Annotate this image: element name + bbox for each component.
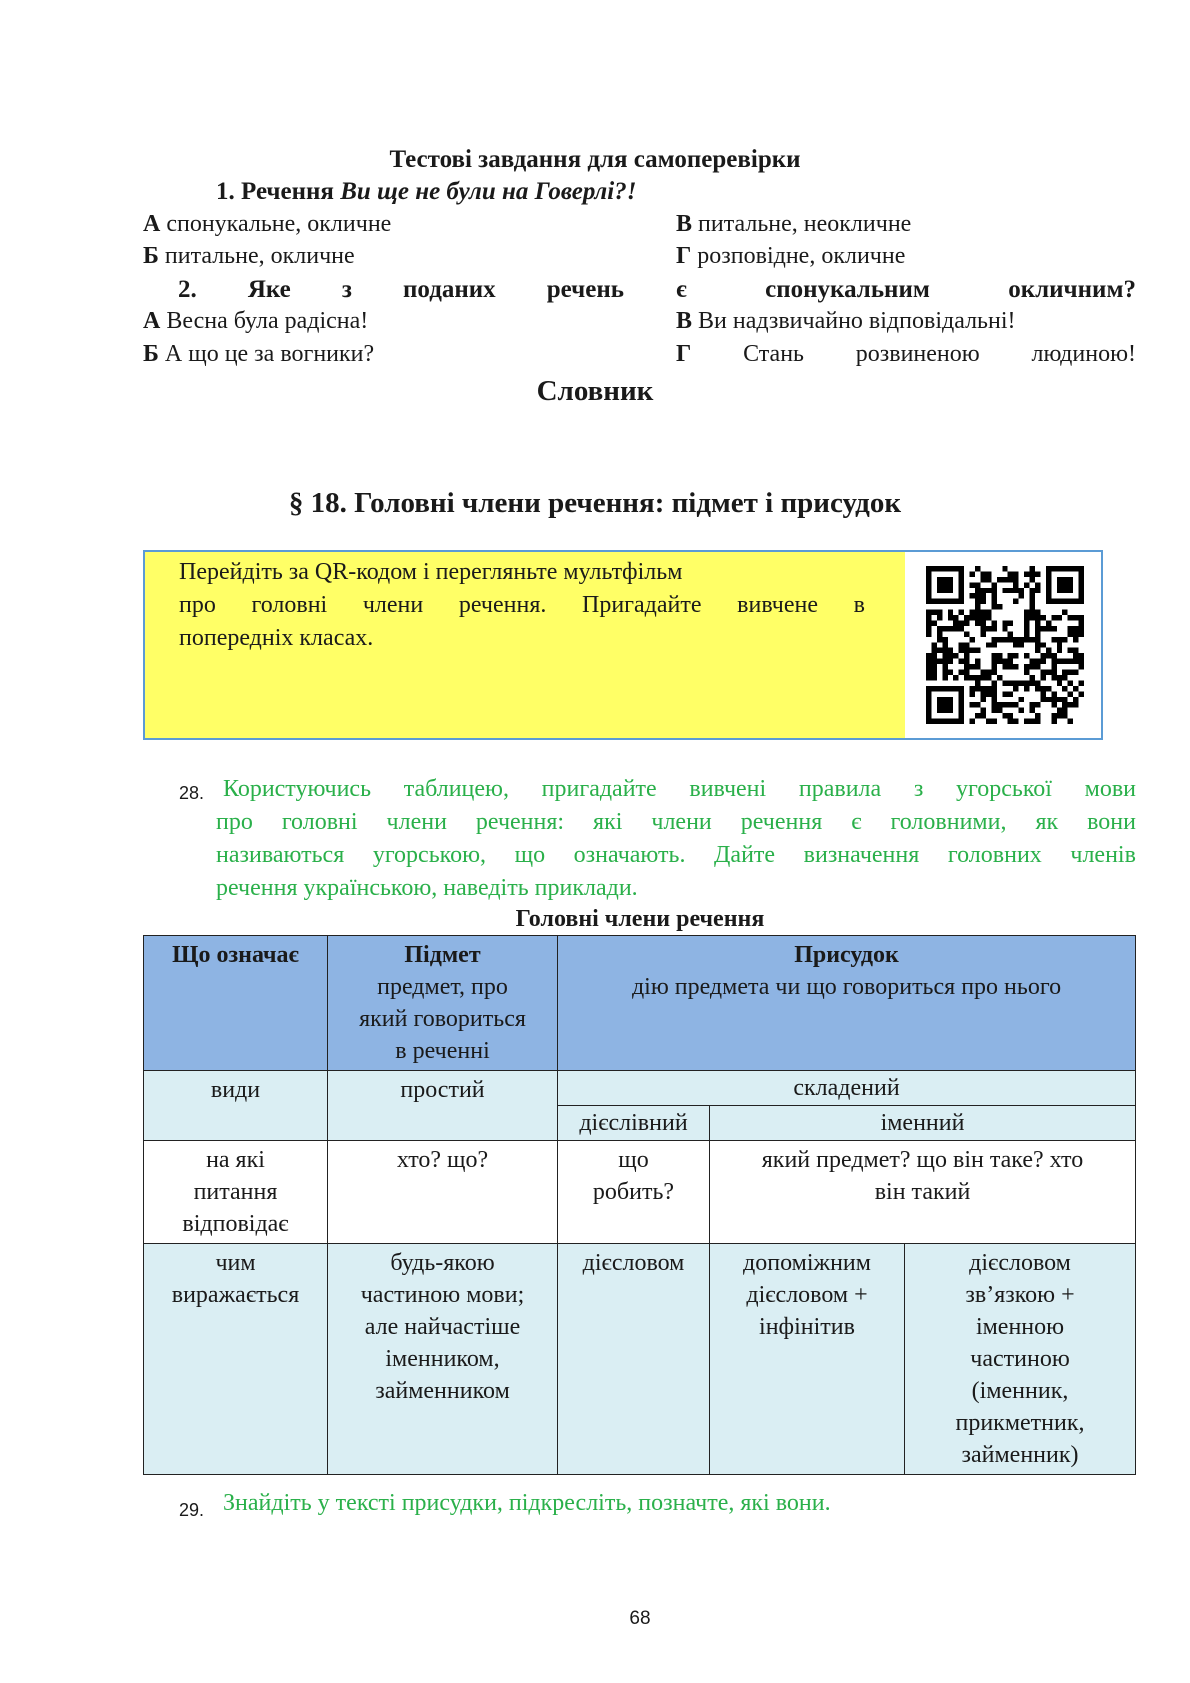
- option-text: розповідне, окличне: [691, 243, 906, 269]
- qr-code-icon[interactable]: [926, 566, 1084, 724]
- questions-nominal: [710, 1141, 1136, 1244]
- option-letter: Б: [143, 341, 159, 367]
- word: Користуючись: [223, 776, 372, 802]
- qr-box-line: [179, 589, 865, 622]
- word: головних: [947, 842, 1042, 868]
- task-28-line: речення українською, наведіть приклади.: [216, 875, 638, 901]
- word: називаються: [216, 842, 345, 868]
- questions-subject: хто? що?: [328, 1141, 558, 1244]
- option-text: питальне, неокличне: [692, 211, 912, 237]
- questions-label: [144, 1141, 328, 1244]
- word: членів: [1070, 842, 1136, 868]
- header-cell-predicate: [558, 936, 1136, 1071]
- cell-line: зв’язкою +: [965, 1282, 1075, 1308]
- word: Стань: [743, 341, 804, 367]
- cell-line: іменною: [975, 1314, 1065, 1340]
- word: Дайте: [714, 842, 776, 868]
- option-letter: В: [676, 308, 693, 334]
- q2-option-a: [143, 308, 368, 335]
- sentence-members-table: [143, 935, 1136, 1475]
- word: вони: [1087, 809, 1136, 835]
- task-29-text: Знайдіть у тексті присудки, підкресліть, позначте, які вони.: [223, 1490, 831, 1516]
- word: головні: [281, 809, 358, 835]
- option-letter: Б: [143, 243, 159, 269]
- q1-option-a: [143, 211, 391, 238]
- word: які: [593, 809, 623, 835]
- types-label: види: [144, 1071, 328, 1141]
- table-header-row: [144, 936, 1136, 1071]
- cell-line: займенник): [961, 1442, 1079, 1468]
- q2-option-b: [143, 341, 374, 368]
- questions-verbal: [558, 1141, 710, 1244]
- word: угорською,: [372, 842, 487, 868]
- option-letter: Г: [676, 341, 692, 367]
- word: члени: [386, 809, 447, 835]
- word: речення:: [475, 809, 565, 835]
- question-1-prefix: 1. Речення: [216, 178, 341, 205]
- subject-desc-line: в реченні: [395, 1038, 490, 1064]
- expressed-verbal-simple: дієсловом: [558, 1244, 710, 1475]
- cell-line: питання: [193, 1179, 278, 1205]
- predicate-desc: дію предмета чи що говориться про нього: [631, 974, 1062, 1000]
- option-text: Весна була радісна!: [160, 308, 369, 334]
- word: Пригадайте: [582, 592, 702, 618]
- question-2-right: [676, 276, 1136, 304]
- table-row-expressed: [144, 1244, 1136, 1475]
- word: мови: [1084, 776, 1136, 802]
- expressed-verbal-compound: [710, 1244, 905, 1475]
- task-29-number: 29.: [179, 1500, 205, 1520]
- subject-title: Підмет: [404, 942, 481, 968]
- option-letter: А: [143, 308, 161, 334]
- word: члени: [362, 592, 424, 618]
- cell-line: він такий: [874, 1179, 971, 1205]
- qr-box-line: Перейдіть за QR-кодом і перегляньте мультфільм: [179, 559, 683, 585]
- cell-line: займенником: [375, 1378, 510, 1404]
- cell-line: будь-якою: [390, 1250, 495, 1276]
- expressed-label: [144, 1244, 328, 1475]
- expressed-nominal: [905, 1244, 1136, 1475]
- table-title: Головні члени речення: [515, 906, 765, 932]
- task-28-line: [216, 839, 1136, 872]
- types-compound: складений: [558, 1071, 1136, 1106]
- cell-line: іменником,: [385, 1346, 500, 1372]
- word: вивчені: [689, 776, 767, 802]
- page-number: 68: [629, 1608, 651, 1629]
- option-text: А що це за вогники?: [158, 341, 375, 367]
- question-1: [216, 178, 636, 206]
- word: речення: [740, 809, 823, 835]
- cell-line: дієсловом +: [746, 1282, 868, 1308]
- types-nominal: іменний: [710, 1106, 1136, 1141]
- word: 2.: [178, 276, 197, 303]
- types-simple: простий: [328, 1071, 558, 1141]
- option-text: питальне, окличне: [158, 243, 355, 269]
- question-2-left: [178, 276, 624, 304]
- cell-line: на які: [206, 1147, 265, 1173]
- cell-line: чим: [215, 1250, 256, 1276]
- word: правила: [798, 776, 882, 802]
- cell-line: прикметник,: [955, 1410, 1085, 1436]
- cell-line: відповідає: [182, 1211, 289, 1237]
- word: таблицею,: [403, 776, 509, 802]
- word: означають.: [573, 842, 686, 868]
- word: є: [676, 276, 687, 303]
- word: людиною!: [1031, 341, 1136, 367]
- predicate-title: Присудок: [794, 942, 899, 968]
- cell-line: частиною мови;: [360, 1282, 525, 1308]
- word: головні: [251, 592, 328, 618]
- qr-box-text: [179, 556, 865, 655]
- word: з: [913, 776, 924, 802]
- task-28-number: 28.: [179, 783, 205, 803]
- word: що: [514, 842, 546, 868]
- word: речення.: [458, 592, 547, 618]
- cell-line: робить?: [592, 1179, 675, 1205]
- dictionary-title: Словник: [536, 375, 654, 407]
- section-title: § 18. Головні члени речення: підмет і присудок: [288, 487, 902, 519]
- word: Яке: [247, 276, 291, 303]
- word: угорської: [956, 776, 1052, 802]
- word: як: [1035, 809, 1059, 835]
- option-letter: В: [676, 211, 693, 237]
- word: головними,: [890, 809, 1007, 835]
- header-cell-meaning: Що означає: [144, 936, 328, 1071]
- word: поданих: [403, 276, 496, 303]
- tests-title: Тестові завдання для самоперевірки: [389, 146, 801, 173]
- table-row-questions: [144, 1141, 1136, 1244]
- task-28-text: [216, 773, 1136, 905]
- option-text: спонукальне, окличне: [160, 211, 392, 237]
- types-verbal: дієслівний: [558, 1106, 710, 1141]
- word: спонукальним: [765, 276, 930, 303]
- word: окличним?: [1008, 276, 1136, 303]
- header-cell-subject: [328, 936, 558, 1071]
- qr-info-box: [143, 550, 1103, 740]
- subject-desc-line: предмет, про: [377, 974, 508, 1000]
- word: розвиненою: [855, 341, 980, 367]
- option-letter: А: [143, 211, 161, 237]
- q1-option-v: [676, 211, 911, 238]
- q2-option-v: [676, 308, 1016, 335]
- cell-line: дієсловом: [969, 1250, 1071, 1276]
- subject-desc-line: який говориться: [359, 1006, 526, 1032]
- expressed-subject: [328, 1244, 558, 1475]
- cell-line: допоміжним: [743, 1250, 871, 1276]
- q2-option-h: [676, 341, 1136, 368]
- task-28-line: [223, 773, 1136, 806]
- cell-line: який предмет? що він таке? хто: [761, 1147, 1084, 1173]
- cell-line: інфінітив: [759, 1314, 855, 1340]
- q1-option-h: [676, 243, 905, 270]
- option-letter: Г: [676, 243, 692, 269]
- word: вивчене: [737, 592, 818, 618]
- option-text: Ви надзвичайно відповідальні!: [692, 308, 1016, 334]
- question-1-sentence: Ви ще не були на Говерлі?!: [340, 178, 637, 205]
- cell-line: що: [618, 1147, 649, 1173]
- word: речень: [546, 276, 624, 303]
- word: є: [851, 809, 862, 835]
- word: про: [216, 809, 253, 835]
- word: члени: [651, 809, 712, 835]
- q1-option-b: [143, 243, 355, 270]
- cell-line: але найчастіше: [364, 1314, 521, 1340]
- word: про: [179, 592, 216, 618]
- qr-code-panel: [905, 552, 1101, 738]
- cell-line: виражається: [171, 1282, 300, 1308]
- word: визначення: [803, 842, 920, 868]
- word: в: [853, 592, 865, 618]
- qr-box-line: попередніх класах.: [179, 625, 374, 651]
- word: пригадайте: [541, 776, 657, 802]
- cell-line: частиною: [970, 1346, 1070, 1372]
- table-row-types: [144, 1071, 1136, 1106]
- cell-line: (іменник,: [971, 1378, 1069, 1404]
- word: з: [341, 276, 352, 303]
- task-28-line: [216, 806, 1136, 839]
